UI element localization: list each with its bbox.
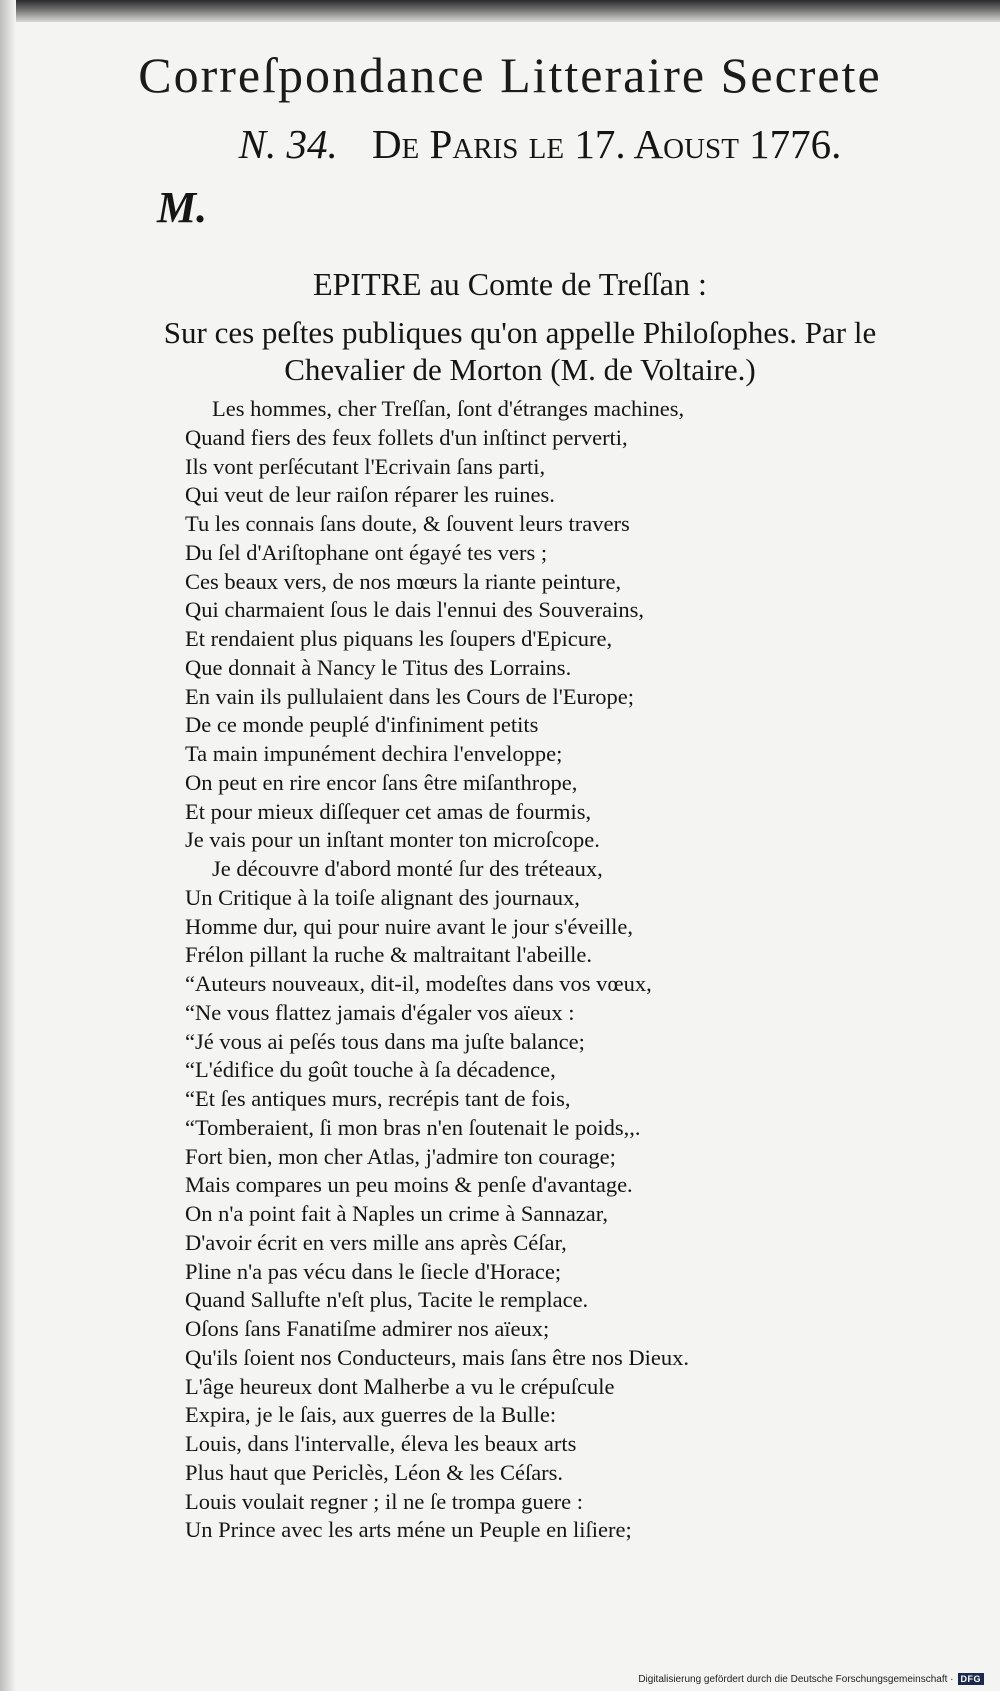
- epistle-subtitle-line: Chevalier de Morton (M. de Voltaire.): [284, 352, 756, 388]
- scan-edge-top: [0, 0, 1000, 22]
- journal-title: Correſpondance Litteraire Secrete: [138, 47, 882, 103]
- poem-line: Expira, je le ſais, aux guerres de la Bulle:: [185, 1402, 557, 1428]
- epistle-subtitle: [80, 314, 960, 388]
- poem-line: Et pour mieux diſſequer cet amas de fourmis,: [185, 798, 592, 824]
- poem-line: De ce monde peuplé d'infiniment petits: [185, 712, 539, 738]
- poem-line: On peut en rire encor ſans être miſanthrope,: [185, 769, 578, 795]
- epistle-subtitle-line: Sur ces peſtes publiques qu'on appelle Philoſophes. Par le: [163, 315, 877, 350]
- poem-line: “Auteurs nouveaux, dit-il, modeſtes dans vos vœux,: [185, 971, 652, 996]
- dfg-logo-icon: DFG: [958, 1673, 985, 1685]
- issue-line: [140, 120, 940, 168]
- poem-line: “Ne vous flattez jamais d'égaler vos aïeux :: [185, 999, 575, 1025]
- poem-line: Homme dur, qui pour nuire avant le jour s'éveille,: [185, 913, 634, 939]
- poem-line: Louis, dans l'intervalle, éleva les beaux arts: [185, 1431, 577, 1456]
- poem-line: Qui charmaient ſous le dais l'ennui des Souverains,: [185, 597, 644, 623]
- poem-body: [185, 395, 825, 1545]
- poem-line: Qui veut de leur raiſon réparer les ruines.: [185, 482, 555, 508]
- poem-line: Frélon pillant la ruche & maltraitant l'abeille.: [185, 942, 593, 968]
- poem-line: L'âge heureux dont Malherbe a vu le crépuſcule: [185, 1373, 615, 1399]
- poem-line: Ils vont perſécutant l'Ecrivain ſans parti,: [185, 453, 546, 479]
- poem-line: Tu les connais ſans doute, & ſouvent leurs travers: [185, 511, 630, 536]
- poem-line: Du ſel d'Ariſtophane ont égayé tes vers ;: [185, 539, 548, 565]
- poem-line: “Tomberaient, ſi mon bras n'en ſoutenait le poids,,.: [185, 1114, 641, 1140]
- poem-line: Quand fiers des feux follets d'un inſtinct perverti,: [185, 424, 628, 450]
- poem-line: Louis voulait regner ; il ne ſe trompa guere :: [185, 1488, 584, 1514]
- poem-line: On n'a point fait à Naples un crime à Sannazar,: [185, 1201, 608, 1226]
- scan-edge-left: [0, 0, 16, 1691]
- poem-line: Et rendaient plus piquans les ſoupers d'Epicure,: [185, 626, 613, 651]
- poem-line: Fort bien, mon cher Atlas, j'admire ton courage;: [185, 1143, 616, 1169]
- issue-date: De Paris le 17. Aouſt 1776.: [371, 121, 842, 167]
- poem-line: “L'édifice du goût touche à ſa décadence,: [185, 1057, 556, 1083]
- poem-line: “Jé vous ai peſés tous dans ma juſte balance;: [185, 1028, 585, 1054]
- poem-line: Quand Sallufte n'eſt plus, Tacite le remplace.: [185, 1287, 589, 1313]
- poem-line: Qu'ils ſoient nos Conducteurs, mais ſans être nos Dieux.: [185, 1344, 689, 1370]
- issue-number: N. 34.: [238, 121, 338, 167]
- poem-line: Je découvre d'abord monté ſur des tréteaux,: [212, 856, 603, 881]
- salutation: M.: [157, 183, 208, 232]
- poem-line: Que donnait à Nancy le Titus des Lorrains.: [185, 654, 572, 680]
- poem-line: “Et ſes antiques murs, recrépis tant de fois,: [185, 1086, 571, 1111]
- poem-line: En vain ils pullulaient dans les Cours de l'Europe;: [185, 683, 634, 709]
- poem-line: Pline n'a pas vécu dans le ſiecle d'Horace;: [185, 1258, 562, 1284]
- poem-line: D'avoir écrit en vers mille ans après Céſar,: [185, 1229, 567, 1255]
- poem-line: Mais compares un peu moins & penſe d'avantage.: [185, 1172, 633, 1198]
- epistle-heading: EPITRE au Comte de Treſſan :: [313, 266, 707, 302]
- poem-line: Plus haut que Periclès, Léon & les Céſars.: [185, 1459, 564, 1485]
- poem-line: Ces beaux vers, de nos mœurs la riante peinture,: [185, 568, 622, 594]
- poem-line: Les hommes, cher Treſſan, ſont d'étranges machines,: [212, 396, 685, 421]
- footer-credit: Digitalisierung gefördert durch die Deutsche Forschungsgemeinschaft ·: [638, 1673, 954, 1685]
- poem-line: Je vais pour un inſtant monter ton microſcope.: [185, 827, 600, 853]
- poem-line: Ta main impunément dechira l'enveloppe;: [185, 741, 563, 766]
- poem-line: Oſons ſans Fanatiſme admirer nos aïeux;: [185, 1316, 550, 1341]
- poem-line: Un Critique à la toiſe alignant des journaux,: [185, 884, 580, 910]
- poem-line: Un Prince avec les arts méne un Peuple en liſiere;: [185, 1517, 632, 1543]
- digitization-footer: [638, 1673, 984, 1685]
